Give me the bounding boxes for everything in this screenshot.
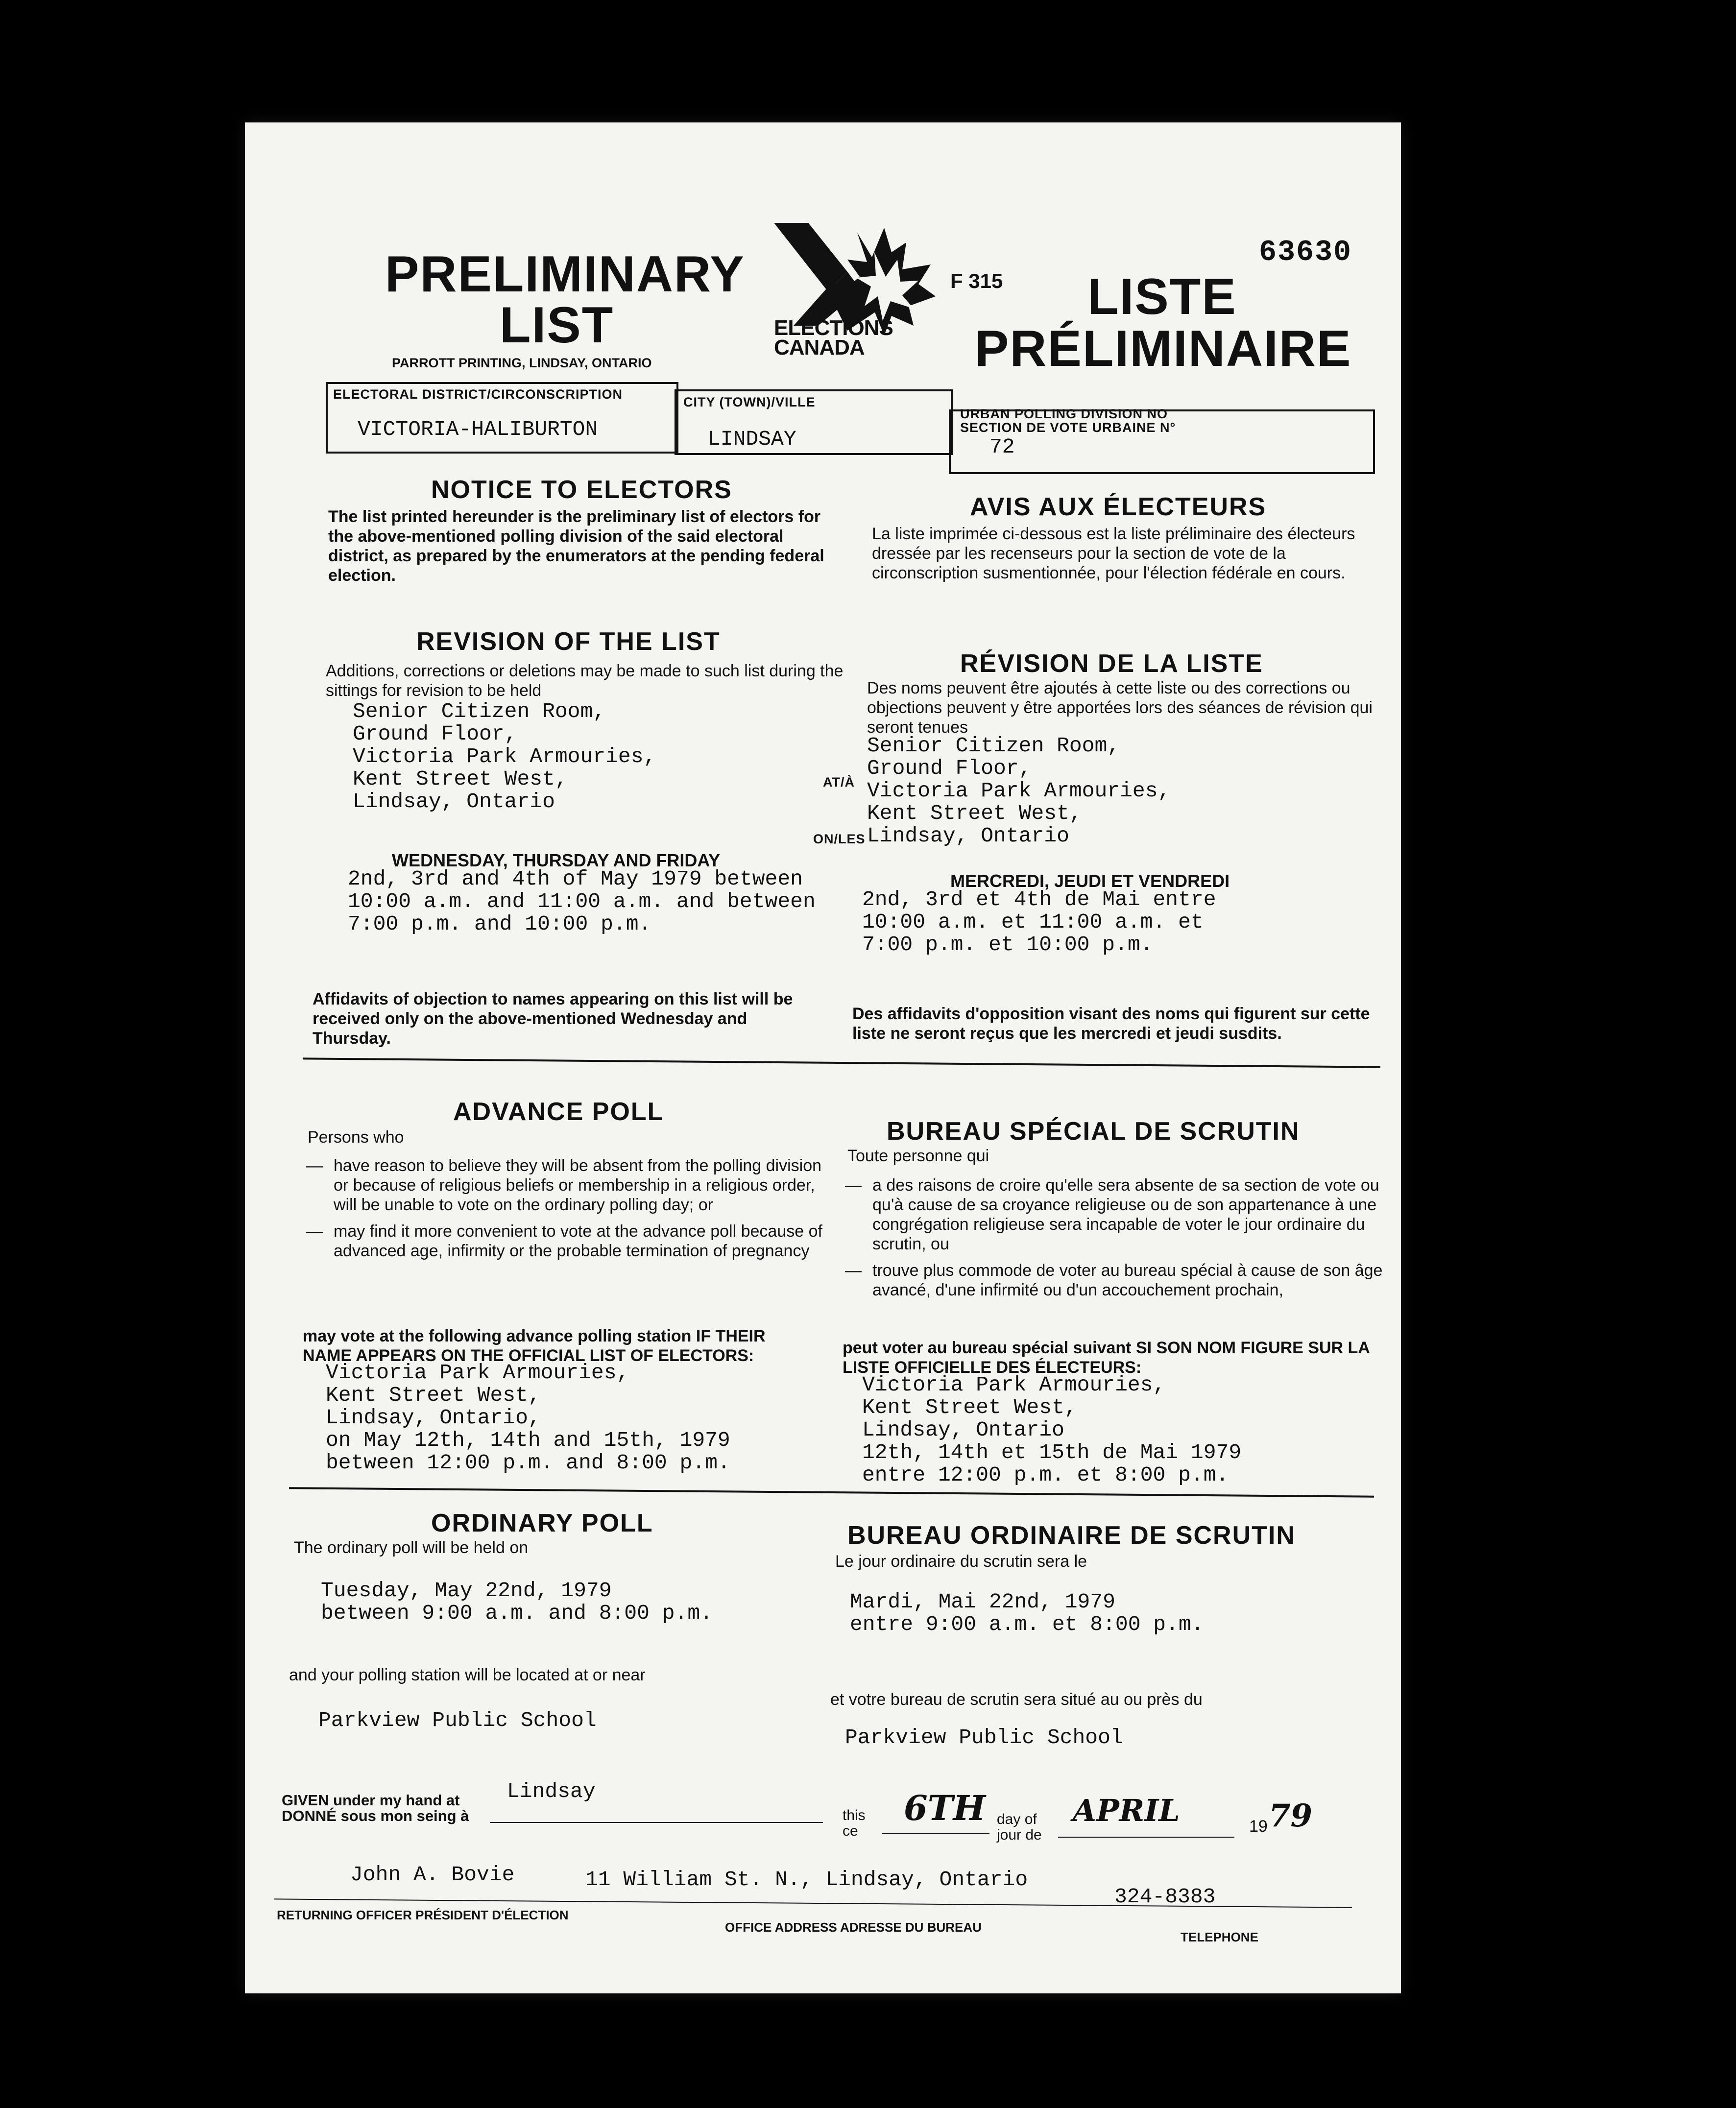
revision-days-fr: MERCREDI, JEUDI ET VENDREDI <box>950 871 1230 891</box>
ordinary-poll-date-fr: Mardi, Mai 22nd, 1979 entre 9:00 a.m. et 8:00 p.m. <box>850 1590 1204 1636</box>
this-label-fr: ce <box>843 1823 858 1839</box>
ordinary-poll-station-label-fr: et votre bureau de scrutin sera situé au ou près du <box>830 1690 1203 1709</box>
advance-poll-item-fr: — a des raisons de croire qu'elle sera absente de sa section de vote ou qu'à cause de sa croyance religieuse ou de son appartenance à une congrégation religieuse sera incapable de voter le jour ordinaire du scrutin, ou <box>845 1175 1384 1254</box>
revision-location-en: Senior Citizen Room, Ground Floor, Victoria Park Armouries, Kent Street West, Lindsay, Ontario <box>353 699 656 814</box>
this-label-en: this <box>843 1807 866 1823</box>
form-number: 63630 <box>1259 236 1352 269</box>
advance-poll-closing-fr: peut voter au bureau spécial suivant SI SON NOM FIGURE SUR LA LISTE OFFICIELLE DES ÉLECTEURS: <box>843 1339 1370 1377</box>
advance-poll-items-fr <box>845 1175 1384 1300</box>
advance-poll-intro-en: Persons who <box>308 1128 404 1147</box>
advance-poll-items-en <box>306 1156 825 1261</box>
notice-title-en: NOTICE TO ELECTORS <box>431 476 732 504</box>
printer-credit: PARROTT PRINTING, LINDSAY, ONTARIO <box>392 356 652 370</box>
ordinary-poll-station-en: Parkview Public School <box>318 1708 597 1732</box>
revision-location-fr: Senior Citizen Room, Ground Floor, Victoria Park Armouries, Kent Street West, Lindsay, Ontario <box>867 734 1171 848</box>
revision-intro-fr: Des noms peuvent être ajoutés à cette liste ou des corrections ou objections peuvent y être apportées lors des séances de révision qui seront tenues <box>867 679 1373 737</box>
advance-poll-details-en: Victoria Park Armouries, Kent Street West, Lindsay, Ontario, on May 12th, 14th and 15th, 1979 between 12:00 p.m. and 8:00 p.m. <box>326 1361 730 1475</box>
ordinary-poll-intro-fr: Le jour ordinaire du scrutin sera le <box>835 1552 1087 1571</box>
day-line <box>882 1833 989 1834</box>
form-code: F 315 <box>950 269 1003 292</box>
advance-poll-item-fr: — trouve plus commode de voter au bureau spécial à cause de son âge avancé, d'une infirmité ou d'un accouchement prochain, <box>845 1261 1384 1300</box>
signature-year: 79 <box>1269 1797 1313 1834</box>
given-label-en: GIVEN under my hand at <box>282 1792 460 1809</box>
elections-canada-logo <box>774 223 950 365</box>
revision-dates-en: 2nd, 3rd and 4th of May 1979 between 10:00 a.m. and 11:00 a.m. and between 7:00 p.m. and 10:00 p.m. <box>348 867 816 936</box>
notice-body-fr: La liste imprimée ci-dessous est la liste préliminaire des électeurs dressée par les recenseurs pour la section de vote de la circonscription susmentionnée, pour l'élection fédérale en cours. <box>872 525 1355 582</box>
revision-days-en: WEDNESDAY, THURSDAY AND FRIDAY <box>392 850 721 870</box>
officer-label: RETURNING OFFICER PRÉSIDENT D'ÉLECTION <box>277 1908 569 1922</box>
district-value: VICTORIA-HALIBURTON <box>358 417 598 441</box>
city-label: CITY (TOWN)/VILLE <box>683 395 816 409</box>
advance-poll-details-fr: Victoria Park Armouries, Kent Street West, Lindsay, Ontario 12th, 14th et 15th de Mai 1979 entre 12:00 p.m. et 8:00 p.m. <box>862 1373 1242 1487</box>
title-fr-line1: LISTE <box>1087 268 1237 325</box>
title-en-line2: LIST <box>500 297 614 354</box>
on-label: ON/LES <box>813 832 866 846</box>
signature-day: 6TH <box>904 1788 986 1828</box>
revision-dates-fr: 2nd, 3rd et 4th de Mai entre 10:00 a.m. et 11:00 a.m. et 7:00 p.m. et 10:00 p.m. <box>862 887 1216 957</box>
ordinary-poll-title-en: ORDINARY POLL <box>431 1509 653 1537</box>
office-telephone: 324-8383 <box>1114 1885 1216 1909</box>
revision-title-en: REVISION OF THE LIST <box>416 627 721 656</box>
telephone-label: TELEPHONE <box>1181 1930 1258 1944</box>
place-line <box>490 1822 823 1823</box>
officer-name: John A. Bovie <box>350 1863 515 1887</box>
signature-month: APRIL <box>1073 1793 1180 1828</box>
notice-body-en: The list printed hereunder is the preliminary list of electors for the above-mentioned polling division of the said electoral district, as prepared by the enumerators at the pending federal election. <box>328 507 824 585</box>
district-label: ELECTORAL DISTRICT/CIRCONSCRIPTION <box>333 387 623 402</box>
advance-poll-closing-en: may vote at the following advance polling station IF THEIR NAME APPEARS ON THE OFFICIAL LIST OF ELECTORS: <box>303 1327 766 1365</box>
advance-poll-intro-fr: Toute personne qui <box>847 1147 989 1165</box>
logo-text: ELECTIONS CANADA <box>774 316 893 359</box>
ordinary-poll-title-fr: BUREAU ORDINAIRE DE SCRUTIN <box>847 1521 1296 1550</box>
title-en-line1: PRELIMINARY <box>385 246 745 303</box>
polling-division-value: 72 <box>989 435 1015 459</box>
notice-title-fr: AVIS AUX ÉLECTEURS <box>970 493 1267 521</box>
ordinary-poll-date-en: Tuesday, May 22nd, 1979 between 9:00 a.m. and 8:00 p.m. <box>321 1579 713 1625</box>
ordinary-poll-station-fr: Parkview Public School <box>845 1725 1123 1749</box>
year-prefix: 19 <box>1249 1817 1268 1836</box>
affidavit-en: Affidavits of objection to names appearing on this list will be received only on the above-mentioned Wednesday and Thursday. <box>313 990 793 1048</box>
ordinary-poll-station-label-en: and your polling station will be located at or near <box>289 1666 646 1684</box>
address-label: OFFICE ADDRESS ADRESSE DU BUREAU <box>725 1920 982 1935</box>
city-value: LINDSAY <box>708 427 796 451</box>
signature-place: Lindsay <box>507 1779 596 1803</box>
revision-title-fr: RÉVISION DE LA LISTE <box>960 649 1263 678</box>
day-of-label-en: day of <box>997 1811 1037 1827</box>
section-divider-2 <box>289 1487 1374 1497</box>
polling-division-label-fr: SECTION DE VOTE URBAINE N° <box>960 420 1176 435</box>
title-fr-line2: PRÉLIMINAIRE <box>975 320 1352 377</box>
revision-intro-en: Additions, corrections or deletions may be made to such list during the sittings for revision to be held <box>326 662 844 700</box>
advance-poll-title-en: ADVANCE POLL <box>453 1098 664 1126</box>
polling-division-label-en: URBAN POLLING DIVISION NO <box>960 407 1168 421</box>
advance-poll-item-en: — have reason to believe they will be absent from the polling division or because of religious beliefs or membership in a religious order, will be unable to vote on the ordinary polling day; or <box>306 1156 825 1215</box>
ordinary-poll-intro-en: The ordinary poll will be held on <box>294 1538 529 1557</box>
advance-poll-title-fr: BUREAU SPÉCIAL DE SCRUTIN <box>887 1117 1300 1146</box>
section-divider-1 <box>303 1057 1380 1068</box>
document-page <box>245 122 1401 1993</box>
given-label-fr: DONNÉ sous mon seing à <box>282 1807 469 1824</box>
month-line <box>1058 1837 1234 1838</box>
affidavit-fr: Des affidavits d'opposition visant des noms qui figurent sur cette liste ne seront reçus que les mercredi et jeudi susdits. <box>852 1005 1370 1043</box>
day-of-label-fr: jour de <box>997 1827 1042 1843</box>
at-label: AT/À <box>823 775 855 790</box>
advance-poll-item-en: — may find it more convenient to vote at the advance poll because of advanced age, infirmity or the probable termination of pregnancy <box>306 1222 825 1261</box>
office-address: 11 William St. N., Lindsay, Ontario <box>585 1868 1028 1892</box>
